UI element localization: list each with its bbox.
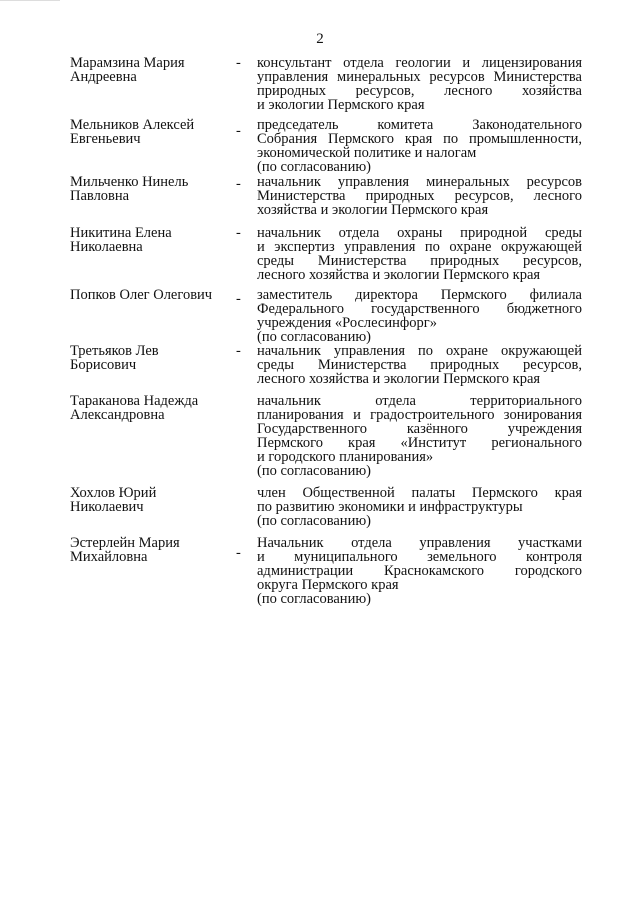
position-line: экономической политике и налогам bbox=[257, 145, 477, 161]
position-line: лесного хозяйства и экологии Пермского края bbox=[257, 371, 541, 387]
position-line: (по согласованию) bbox=[257, 591, 371, 607]
position-line: природных ресурсов, лесного хозяйства bbox=[257, 83, 582, 99]
separator-dash: - bbox=[236, 225, 241, 241]
member-name: Мельников Алексей Евгеньевич bbox=[70, 117, 195, 147]
position-line: лесного хозяйства и экологии Пермского края bbox=[257, 267, 541, 283]
member-name: Хохлов Юрий Николаевич bbox=[70, 485, 157, 515]
member-position bbox=[257, 486, 582, 528]
position-line: Федерального государственного бюджетного bbox=[257, 301, 582, 317]
member-position bbox=[257, 56, 582, 112]
member-position bbox=[257, 394, 582, 478]
separator-dash: - bbox=[236, 545, 241, 561]
position-line: и муниципального земельного контроля bbox=[257, 549, 582, 565]
scan-edge-mark bbox=[0, 0, 60, 1]
position-line: Министерства природных ресурсов, лесного bbox=[257, 188, 582, 204]
position-line: Государственного казённого учреждения bbox=[257, 421, 582, 437]
position-line: (по согласованию) bbox=[257, 463, 371, 479]
position-line: Начальник отдела управления участками bbox=[257, 535, 582, 551]
separator-dash: - bbox=[236, 176, 241, 192]
member-name: Никитина Елена Николаевна bbox=[70, 225, 172, 255]
position-line: среды Министерства природных ресурсов, bbox=[257, 357, 582, 373]
member-position bbox=[257, 344, 582, 386]
member-name: Мильченко Нинель Павловна bbox=[70, 174, 189, 204]
position-line: Пермского края «Институт регионального bbox=[257, 435, 582, 451]
position-line: (по согласованию) bbox=[257, 159, 371, 175]
position-line: и городского планирования» bbox=[257, 449, 434, 465]
member-name: Марамзина Мария Андреевна bbox=[70, 55, 185, 85]
position-line: (по согласованию) bbox=[257, 329, 371, 345]
position-line: учреждения «Рослесинфорг» bbox=[257, 315, 437, 331]
separator-dash: - bbox=[236, 291, 241, 307]
member-name: Тараканова Надежда Александровна bbox=[70, 393, 199, 423]
position-line: начальник отдела охраны природной среды bbox=[257, 225, 582, 241]
member-position bbox=[257, 536, 582, 606]
position-line: среды Министерства природных ресурсов, bbox=[257, 253, 582, 269]
position-line: управления минеральных ресурсов Министерства bbox=[257, 69, 582, 85]
position-line: округа Пермского края bbox=[257, 577, 399, 593]
position-line: и экспертиз управления по охране окружающей bbox=[257, 239, 582, 255]
position-line: начальник управления минеральных ресурсов bbox=[257, 174, 582, 190]
position-line: администрации Краснокамского городского bbox=[257, 563, 582, 579]
member-position bbox=[257, 288, 582, 344]
position-line: хозяйства и экологии Пермского края bbox=[257, 202, 489, 218]
separator-dash: - bbox=[236, 123, 241, 139]
position-line: председатель комитета Законодательного bbox=[257, 117, 582, 133]
separator-dash: - bbox=[236, 343, 241, 359]
member-name: Эстерлейн Мария Михайловна bbox=[70, 535, 180, 565]
position-line: заместитель директора Пермского филиала bbox=[257, 287, 582, 303]
position-line: начальник управления по охране окружающей bbox=[257, 343, 582, 359]
position-line: консультант отдела геологии и лицензирования bbox=[257, 55, 582, 71]
position-line: (по согласованию) bbox=[257, 513, 371, 529]
position-line: Собрания Пермского края по промышленности, bbox=[257, 131, 582, 147]
member-name: Третьяков Лев Борисович bbox=[70, 343, 159, 373]
separator-dash: - bbox=[236, 55, 241, 71]
position-line: начальник отдела территориального bbox=[257, 393, 582, 409]
member-name: Попков Олег Олегович bbox=[70, 287, 213, 303]
page-number: 2 bbox=[316, 31, 324, 47]
position-line: член Общественной палаты Пермского края bbox=[257, 485, 582, 501]
position-line: по развитию экономики и инфраструктуры bbox=[257, 499, 523, 515]
position-line: и экологии Пермского края bbox=[257, 97, 425, 113]
member-position bbox=[257, 118, 582, 174]
position-line: планирования и градостроительного зонирования bbox=[257, 407, 582, 423]
member-position bbox=[257, 175, 582, 217]
member-position bbox=[257, 226, 582, 282]
